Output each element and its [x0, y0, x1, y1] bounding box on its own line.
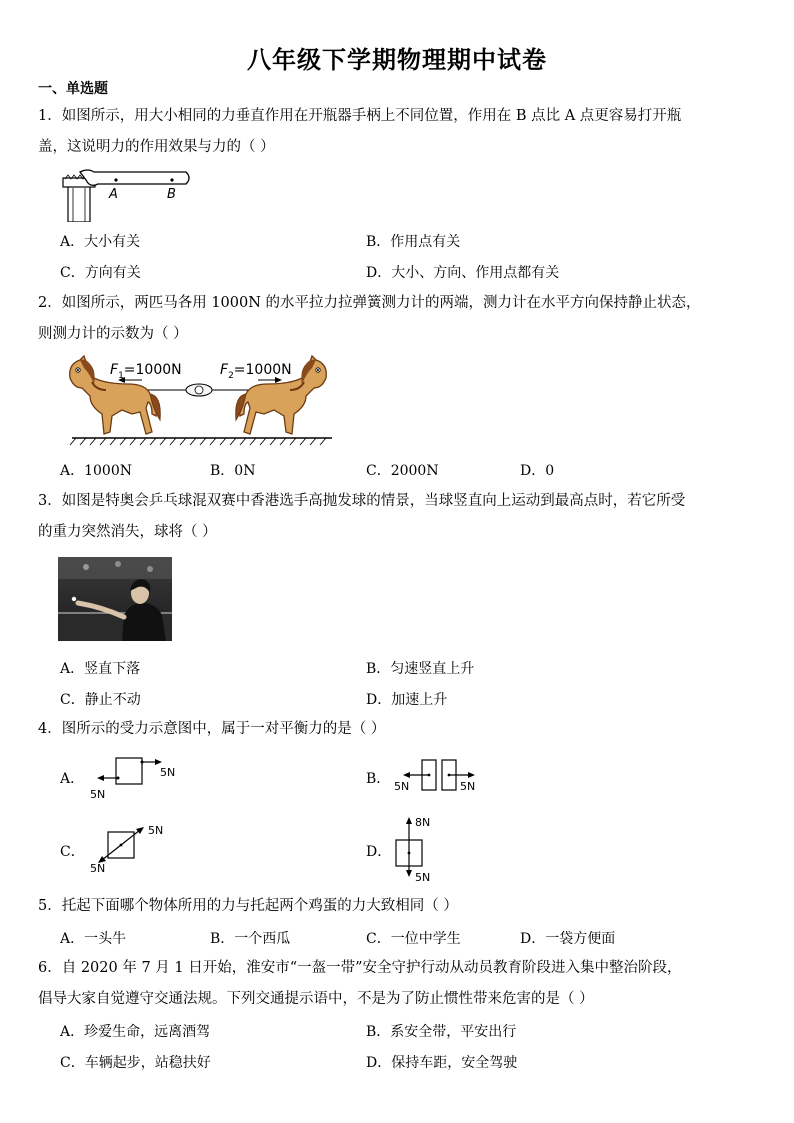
q3-stem-line2: 的重力突然消失，球将（ ）: [38, 524, 217, 540]
q4a-force-right-label: 5N: [160, 766, 176, 779]
q6-option-a[interactable]: A．珍爱生命，远离酒驾: [60, 1024, 211, 1040]
q4-figure-b: [388, 756, 498, 798]
point-b-label: B: [167, 187, 176, 202]
q3-stem-line1: 3．如图是特奥会乒乓球混双赛中香港选手高抛发球的情景，当球竖直向上运动到最高点时，若它所受: [38, 493, 686, 509]
q2-option-c[interactable]: C．2000N: [366, 463, 439, 479]
q2-option-d[interactable]: D．0: [520, 463, 555, 479]
q1-option-c[interactable]: C．方向有关: [60, 265, 141, 281]
q5-option-c[interactable]: C．一位中学生: [366, 931, 461, 947]
q4a-force-left-label: 5N: [90, 788, 106, 801]
q4c-force-down-label: 5N: [90, 862, 106, 875]
q4d-force-down-label: 5N: [415, 871, 431, 884]
q6-option-c[interactable]: C．车辆起步，站稳扶好: [60, 1055, 211, 1071]
q4-figure-c: [82, 820, 192, 876]
svg-text:F1=1000N: [110, 362, 182, 381]
q5-stem: 5．托起下面哪个物体所用的力与托起两个鸡蛋的力大致相同（ ）: [38, 898, 458, 914]
q2-stem-line1: 2．如图所示，两匹马各用 1000N 的水平拉力拉弹簧测力计的两端，测力计在水平方向保持静止状态，: [38, 295, 701, 311]
q3-option-a[interactable]: A．竖直下落: [60, 661, 141, 677]
horses-spring-scale-figure: [62, 354, 337, 446]
page-title: 八年级下学期物理期中试卷: [247, 46, 547, 74]
q4-option-b[interactable]: B．: [366, 771, 391, 787]
q6-option-d[interactable]: D．保持车距，安全驾驶: [366, 1055, 518, 1071]
q4d-force-up-label: 8N: [415, 816, 431, 829]
q1-option-a[interactable]: A．大小有关: [60, 234, 141, 250]
q4c-force-up-label: 5N: [148, 824, 164, 837]
q6-stem-line1: 6．自 2020 年 7 月 1 日开始，淮安市“一盔一带”安全守护行动从动员教育阶段进入集中整治阶段，: [38, 960, 682, 976]
q4b-force-right-label: 5N: [460, 780, 476, 793]
q2-option-b[interactable]: B．0N: [210, 463, 256, 479]
q5-option-a[interactable]: A．一头牛: [60, 931, 127, 947]
q1-option-b[interactable]: B．作用点有关: [366, 234, 461, 250]
point-a-label: A: [109, 187, 118, 202]
q4-option-d[interactable]: D．: [366, 844, 392, 860]
q2-stem-line2: 则测力计的示数为（ ）: [38, 326, 188, 342]
q5-option-b[interactable]: B．一个西瓜: [210, 931, 291, 947]
q3-option-d[interactable]: D．加速上升: [366, 692, 448, 708]
q4-stem: 4．图所示的受力示意图中，属于一对平衡力的是（ ）: [38, 721, 386, 737]
f1-symbol: F: [110, 362, 119, 378]
q6-option-b[interactable]: B．系安全带，平安出行: [366, 1024, 517, 1040]
q6-stem-line2: 倡导大家自觉遵守交通法规。下列交通提示语中，不是为了防止惯性带来危害的是（ ）: [38, 991, 594, 1007]
q4-figure-a: [82, 752, 192, 804]
q4-option-c[interactable]: C．: [60, 844, 85, 860]
q4b-force-left-label: 5N: [394, 780, 410, 793]
f2-subscript: 2: [228, 371, 234, 381]
q3-option-b[interactable]: B．匀速竖直上升: [366, 661, 475, 677]
q1-stem-line1: 1．如图所示，用大小相同的力垂直作用在开瓶器手柄上不同位置，作用在 B 点比 A 点更容易打开瓶: [38, 108, 682, 124]
q1-stem-line2: 盖，这说明力的作用效果与力的（ ）: [38, 139, 275, 155]
svg-text:F2=1000N: [220, 362, 292, 381]
bottle-opener-figure: [60, 166, 195, 222]
table-tennis-photo: [58, 557, 172, 641]
section-heading: 一、单选题: [38, 81, 108, 97]
f1-subscript: 1: [118, 371, 124, 381]
q4-figure-d: [388, 812, 458, 884]
q5-option-d[interactable]: D．一袋方便面: [520, 931, 616, 947]
q4-option-a[interactable]: A．: [60, 771, 85, 787]
f2-value: =1000N: [233, 362, 292, 378]
f1-value: =1000N: [123, 362, 182, 378]
q3-option-c[interactable]: C．静止不动: [60, 692, 141, 708]
f2-symbol: F: [220, 362, 229, 378]
q1-option-d[interactable]: D．大小、方向、作用点都有关: [366, 265, 560, 281]
q2-option-a[interactable]: A．1000N: [60, 463, 132, 479]
